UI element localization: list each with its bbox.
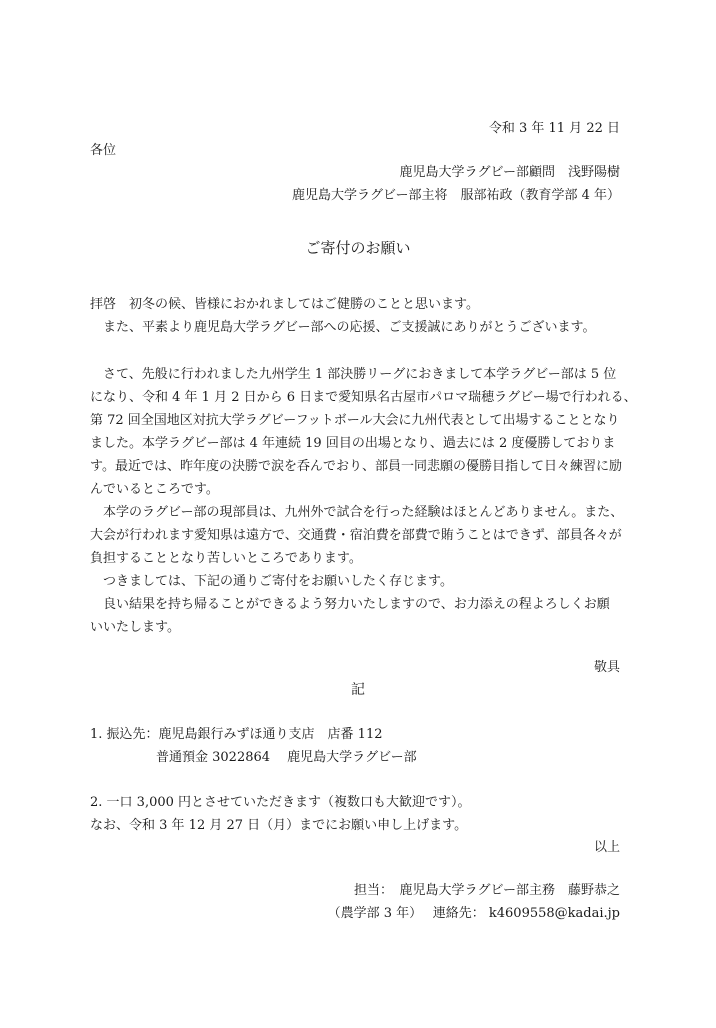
closing-keigu: 敬具 — [593, 660, 620, 675]
end-mark: 以上 — [593, 840, 620, 855]
body-line: 本学のラグビー部の現部員は、九州外で試合を行った経験はほとんどありません。また、 — [90, 505, 624, 520]
body-line: 大会が行われます愛知県は遠方で、交通費・宿泊費を部費で賄うことはできず、部員各々が — [90, 528, 622, 543]
letter-title: ご寄付のお願い — [305, 239, 411, 257]
body-line: いいたします。 — [90, 620, 180, 635]
body-line: 良い結果を持ち帰ることができるよう努力いたしますので、お力添えの程よろしくお願 — [90, 597, 610, 612]
body-line: んでいるところです。 — [90, 482, 219, 497]
letter-date: 令和 3 年 11 月 22 日 — [488, 121, 620, 136]
ki-heading: 記 — [351, 682, 365, 698]
body-line: 負担することとなり苦しいところであります。 — [90, 551, 362, 566]
addressee: 各位 — [90, 143, 117, 158]
account-number-line: 普通預金 3022864 鹿児島大学ラグビー部 — [156, 750, 417, 765]
contact-person: 担当： 鹿児島大学ラグビー部主務 藤野恭之 — [354, 883, 620, 898]
account-line: 1. 振込先：鹿児島銀行みずほ通り支店 店番 112 — [90, 727, 383, 742]
body-line: になり、令和 4 年 1 月 2 日から 6 日まで愛知県名古屋市パロマ瑞穂ラグビー場で行われる、 — [90, 390, 637, 405]
opening-line: 拝啓 初冬の候、皆様におかれましてはご健勝のことと思います。 — [90, 297, 479, 312]
body-line: ました。本学ラグビー部は 4 年連続 19 回目の出場となり、過去には 2 度優勝しておりま — [90, 436, 616, 451]
sender-advisor: 鹿児島大学ラグビー部顧問 浅野陽樹 — [399, 165, 620, 180]
body-line: さて、先般に行われました九州学生 1 部決勝リーグにおきまして本学ラグビー部は 5 位 — [90, 367, 617, 382]
body-line: 第 72 回全国地区対抗大学ラグビーフットボール大会に九州代表として出場することとなり — [90, 413, 620, 428]
deadline-line: なお、令和 3 年 12 月 27 日（月）までにお願い申し上げます。 — [90, 818, 468, 833]
body-line: す。最近では、昨年度の決勝で涙を呑んでおり、部員一同悲願の優勝目指して日々練習に励 — [90, 459, 622, 474]
body-line: つきましては、下記の通りご寄付をお願いしたく存じます。 — [90, 574, 453, 589]
sender-captain: 鹿児島大学ラグビー部主将 服部祐政（教育学部 4 年） — [291, 188, 620, 203]
contact-info: （農学部 3 年） 連絡先： k4609558@kadai.jp — [327, 906, 620, 921]
opening-line: また、平素より鹿児島大学ラグビー部への応援、ご支援誠にありがとうございます。 — [90, 320, 596, 335]
amount-line: 2. 一口 3,000 円とさせていただきます（複数口も大歓迎です）。 — [90, 795, 471, 810]
